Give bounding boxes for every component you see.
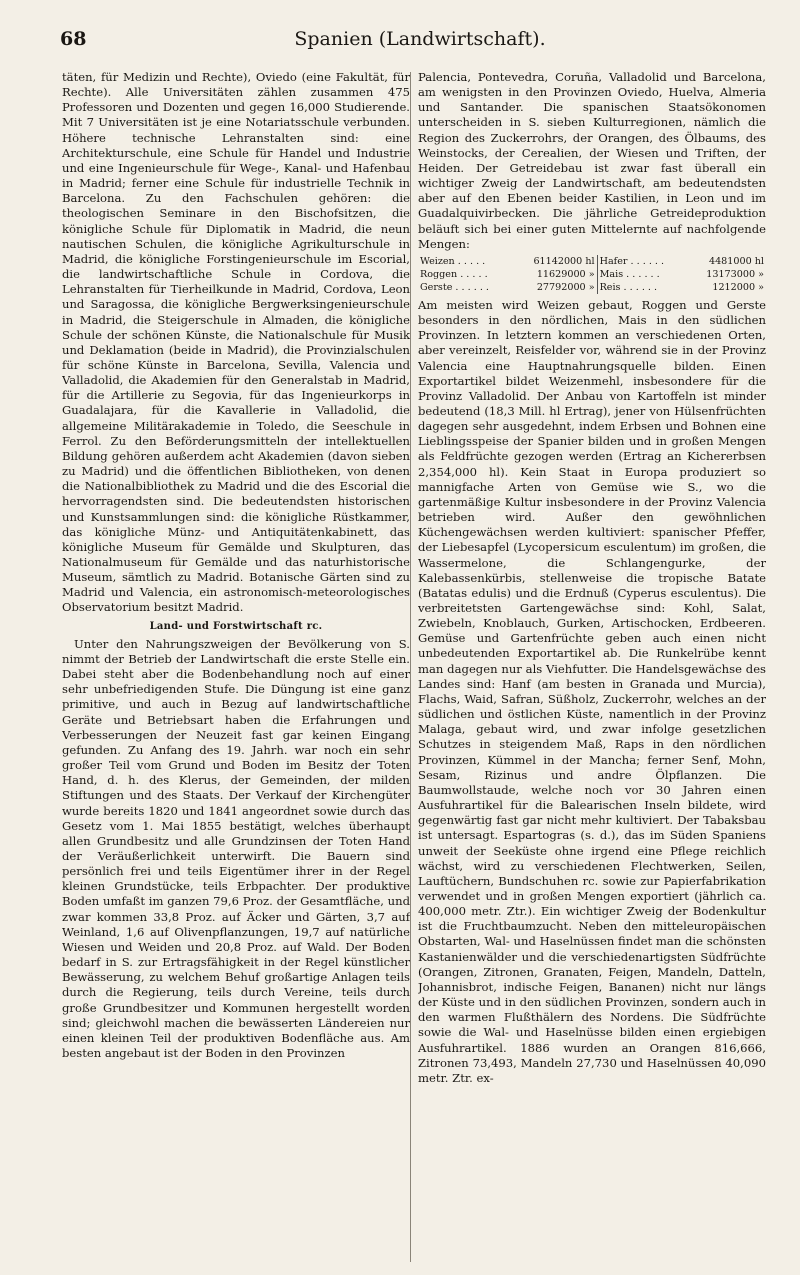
right-column xyxy=(418,70,766,1260)
column-divider xyxy=(410,72,411,1262)
section-heading: Land- und Forstwirtschaft rc. xyxy=(149,620,323,632)
crop-name: Hafer . . . . . . xyxy=(597,255,686,268)
crop-name: Reis . . . . . . xyxy=(597,281,686,294)
grain-production-table xyxy=(418,255,766,294)
paragraph-crops: Am meisten wird Weizen gebaut, Roggen und Gerste besonders in den nördlichen, Mais in den südlichen Provinzen. In letztern kommen an verschiedenen Orten, aber vereinzelt, Reisfelder vor, während sie in der Provinz Valencia eine Hauptnahrungsquelle bilden. Einen Exportartikel bildet Weizenmehl, insbesondere für die Provinz Valladolid. Der Anbau von Kartoffeln ist minder bedeutend (18,3 Mill. hl Ertrag), jener von Hülsenfrüchten dagegen sehr ausgedehnt, indem Erbsen und Bohnen eine Lieblingsspeise der Spanier bilden und in großen Mengen als Feldfrüchte gezogen werden (Ertrag an Kichererbsen 2,354,000 hl). Kein Staat in Europa produziert so mannigfache Arten von Gemüse wie S., wo die gartenmäßige Kultur insbesondere in der Provinz Valencia betrieben wird. Außer den gewöhnlichen Küchengewächsen werden kultiviert: spanischer Pfeffer, der Liebesapfel (Lycopersicum esculentum) im großen, die Wassermelone, die Schlangengurke, der Kalebassenkürbis, stellenweise die tropische Batate (Batatas edulis) und die Erdnuß (Cyperus esculentus). Die verbreitetsten Gartengewächse sind: Kohl, Salat, Zwiebeln, Knoblauch, Gurken, Artischocken, Erdbeeren. Gemüse und Gartenfrüchte geben auch einen nicht unbedeutenden Exportartikel ab. Die Runkelrübe kennt man dagegen nur als Viehfutter. Die Handelsgewächse des Landes sind: Hanf (am besten in Granada und Murcia), Flachs, Waid, Safran, Süßholz, Zuckerrohr, welches an der südlichen und östlichen Küste, namentlich in der Provinz Malaga, gebaut wird, und zwar infolge gesetzlichen Schutzes in steigendem Maß, Raps in den nördlichen Provinzen, Kümmel in der Mancha; ferner Senf, Mohn, Sesam, Rizinus und andre Ölpflanzen. Die Baumwollstaude, welche noch vor 30 Jahren einen Ausfuhrartikel für die Balearischen Inseln bildete, wird gegenwärtig fast gar nicht mehr kultiviert. Der Tabaksbau ist untersagt. Espartogras (s. d.), das im Süden Spaniens unweit der Seeküste ohne irgend eine Pflege reichlich wächst, wird zu verschiedenen Flechtwerken, Seilen, Lauftüchern, Bundschuhen rc. sowie zur Papierfabrikation verwendet und in großen Mengen exportiert (jährlich ca. 400,000 metr. Ztr.). Ein wichtiger Zweig der Bodenkultur ist die Fruchtbaumzucht. Neben den mitteleuropäischen Obstarten, Wal- und Haselnüssen findet man die schönsten Kastanienwälder und die verschiedenartigsten Südfrüchte (Orangen, Zitronen, Granaten, Feigen, Mandeln, Datteln, Johannisbrot, indische Feigen, Bananen) nicht nur längs der Küste und in den südlichen Provinzen, sondern auch in den warmen Flußthälern des Nordens. Die Südfrüchte sowie die Wal- und Haselnüsse bilden einen ergiebigen Ausfuhrartikel. 1886 wurden an Orangen 816,666, Zitronen 73,493, Mandeln 27,730 und Haselnüssen 40,090 metr. Ztr. ex- xyxy=(418,297,766,1085)
table-row xyxy=(418,281,766,294)
paragraph-regions: Palencia, Pontevedra, Coruña, Valladolid und Barcelona, am wenigsten in den Provinzen Oviedo, Huelva, Almeria und Santander. Die spanischen Staatsökonomen unterscheiden in S. sieben Kulturregionen, nämlich die Region des Zuckerrohrs, der Orangen, des Ölbaums, des Weinstocks, der Cerealien, der Wiesen und Triften, der Heiden. Der Getreidebau ist zwar fast überall ein wichtiger Zweig der Landwirtschaft, am bedeutendsten aber auf den Ebenen beider Kastilien, in Leon und im Guadalquivirbecken. Die jährliche Getreideproduktion beläuft sich bei einer guten Mittelernte auf nachfolgende Mengen: xyxy=(418,70,766,251)
left-column xyxy=(62,70,410,1260)
crop-name: Roggen . . . . . xyxy=(420,268,488,280)
paragraph-universities: täten, für Medizin und Rechte), Oviedo (eine Fakultät, für Rechte). Alle Universitäten zählen zusammen 475 Professoren und Dozenten und gegen 16,000 Studierende. Mit 7 Universitäten ist je eine Notariatsschule verbunden. Höhere technische Lehranstalten sind: eine Architekturschule, eine Schule für Handel und Industrie und eine Ingenieurschule für Wege-, Kanal- und Hafenbau in Madrid; ferner eine Schule für industrielle Technik in Barcelona. Zu den Fachschulen gehören: die theologischen Seminare in den Bischofsitzen, die königliche Schule für Diplomatik in Madrid, die neun nautischen Schulen, die königliche Agrikulturschule in Madrid, die königliche Forstingenieurschule im Escorial, die landwirtschaftliche Schule in Cordova, die Lehranstalten für Tierheilkunde in Madrid, Cordova, Leon und Saragossa, die königliche Bergwerksingenieurschule in Madrid, die Steigerschule in Almaden, die königliche Schule der schönen Künste, die Nationalschule für Musik und Deklamation (beide in Madrid), die Provinzialschulen für schöne Künste in Barcelona, Sevilla, Valencia und Valladolid, die Akademien für den Generalstab in Madrid, für die Artillerie zu Segovia, für das Ingenieurkorps in Guadalajara, für die Kavallerie in Valladolid, die allgemeine Militärakademie in Toledo, die Seeschule in Ferrol. Zu den Beförderungsmitteln der intellektuellen Bildung gehören außerdem acht Akademien (davon sieben zu Madrid) und die öffentlichen Bibliotheken, von denen die Nationalbibliothek zu Madrid und die des Escorial die hervorragendsten sind. Die bedeutendsten historischen und Kunstsammlungen sind: die königliche Rüstkammer, das königliche Münz- und Antiquitätenkabinett, das königliche Museum für Gemälde und Skulpturen, das Nationalmuseum für Gemälde und das naturhistorische Museum, sämtlich zu Madrid. Botanische Gärten sind zu Madrid und Valencia, ein astronomisch-meteorologisches Observatorium besitzt Madrid. xyxy=(62,70,410,615)
paragraph-agriculture: Unter den Nahrungszweigen der Bevölkerung von S. nimmt der Betrieb der Landwirtschaft die erste Stelle ein. Dabei steht aber die Bodenbehandlung noch auf einer sehr unbefriedigenden Stufe. Die Düngung ist eine ganz primitive, und auch in Bezug auf landwirtschaftliche Geräte und Betriebsart haben die Erfahrungen und Verbesserungen der Neuzeit fast gar keinen Eingang gefunden. Zu Anfang des 19. Jahrh. war noch ein sehr großer Teil vom Grund und Boden im Besitz der Toten Hand, d. h. des Klerus, der Gemeinden, der milden Stiftungen und des Staats. Der Verkauf der Kirchengüter wurde bereits 1820 und 1841 angeordnet sowie durch das Gesetz vom 1. Mai 1855 bestätigt, welches überhaupt allen Grundbesitz und alle Grundzinsen der Toten Hand der Veräußerlichkeit unterwirft. Die Bauern sind persönlich frei und teils Eigentümer ihrer in der Regel kleinen Grundstücke, teils Erbpachter. Der produktive Boden umfaßt im ganzen 79,6 Proz. der Gesamtfläche, und zwar kommen 33,8 Proz. auf Äcker und Gärten, 3,7 auf Weinland, 1,6 auf Olivenpflanzungen, 19,7 auf natürliche Wiesen und Weiden und 20,8 Proz. auf Wald. Der Boden bedarf in S. zur Ertragsfähigkeit in der Regel künstlicher Bewässerung, zu welchem Behuf großartige Anlagen teils durch die Regierung, teils durch Vereine, teils durch große Grundbesitzer und Kommunen hergestellt worden sind; gleichwohl machen die bewässerten Ländereien nur einen kleinen Teil der produktiven Bodenfläche aus. Am besten angebaut ist der Boden in den Provinzen xyxy=(62,636,410,1060)
crop-value: 13173000 » xyxy=(706,268,764,280)
page-header xyxy=(0,28,800,60)
crop-value: 61142000 hl xyxy=(533,255,595,267)
crop-name: Weizen . . . . . xyxy=(420,255,486,267)
crop-value: 1212000 » xyxy=(712,281,764,293)
crop-name: Mais . . . . . . xyxy=(597,268,686,281)
table-row xyxy=(418,268,766,281)
crop-name: Gerste . . . . . . xyxy=(420,281,489,293)
table-row xyxy=(418,255,766,268)
crop-value: 27792000 » xyxy=(536,281,595,293)
page-number: 68 xyxy=(60,28,87,50)
crop-value: 11629000 » xyxy=(536,268,595,280)
running-head: Spanien (Landwirtschaft). xyxy=(294,28,546,50)
crop-value: 4481000 hl xyxy=(708,255,764,267)
